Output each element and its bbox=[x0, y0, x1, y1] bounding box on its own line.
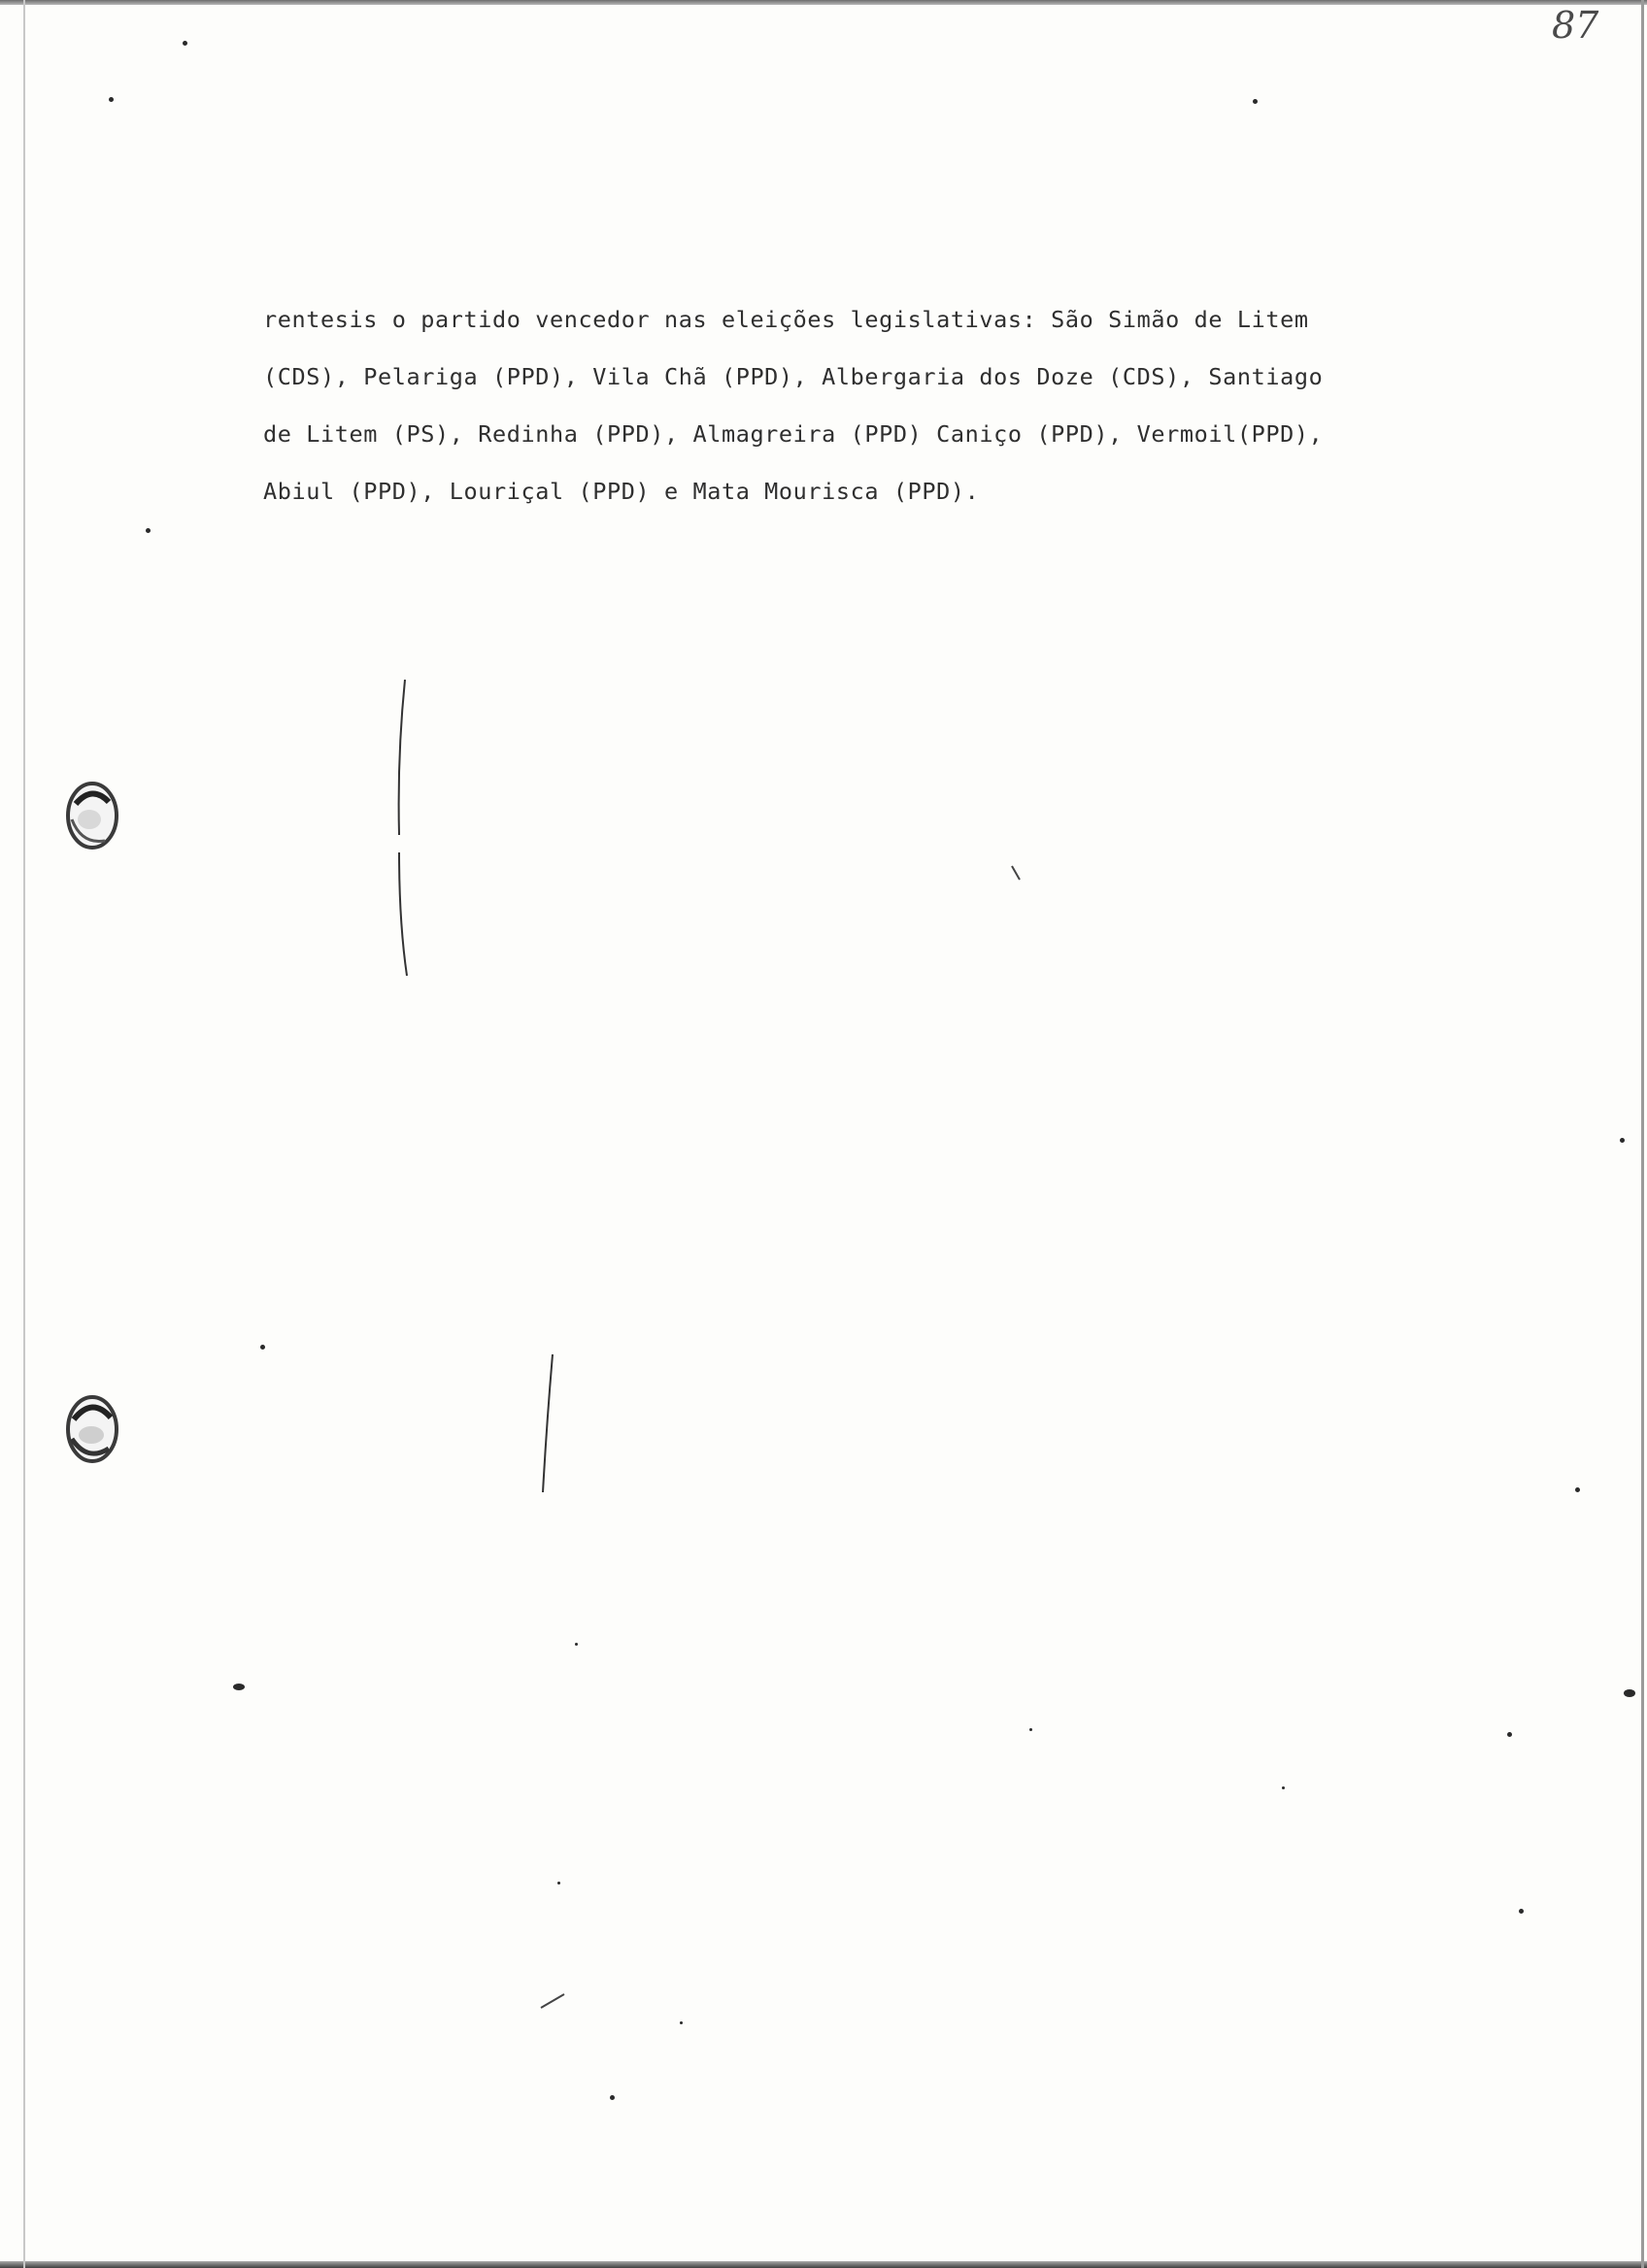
paragraph-line-2: (CDS), Pelariga (PPD), Vila Chã (PPD), Albergaria dos Doze (CDS), Santiago bbox=[263, 363, 1324, 390]
punch-hole-lower bbox=[62, 1390, 122, 1468]
stray-tick-mark bbox=[1010, 864, 1024, 884]
paragraph bbox=[263, 291, 1613, 520]
speck bbox=[557, 1882, 560, 1884]
paragraph-line-3: de Litem (PS), Redinha (PPD), Almagreira (PPD) Caniço (PPD), Vermoil(PPD), bbox=[263, 420, 1324, 448]
paragraph-line-4: Abiul (PPD), Louriçal (PPD) e Mata Mourisca (PPD). bbox=[263, 478, 980, 505]
scan-border-bottom bbox=[0, 2261, 1647, 2268]
speck bbox=[610, 2095, 615, 2100]
speck bbox=[1253, 99, 1258, 104]
speck bbox=[575, 1643, 578, 1646]
speck bbox=[260, 1345, 265, 1350]
speck bbox=[1575, 1487, 1580, 1492]
speck bbox=[1507, 1732, 1512, 1737]
stray-line-mark-upper bbox=[393, 680, 413, 981]
speck bbox=[109, 97, 114, 102]
speck bbox=[1624, 1689, 1635, 1697]
page-number: 87 bbox=[1552, 4, 1599, 47]
stray-line-mark-lower bbox=[539, 1354, 558, 1495]
speck bbox=[183, 41, 187, 46]
scan-border-left bbox=[23, 0, 25, 2268]
scan-border-right bbox=[1641, 0, 1644, 2268]
speck bbox=[1282, 1786, 1285, 1789]
speck bbox=[680, 2021, 683, 2024]
speck bbox=[1620, 1138, 1625, 1143]
punch-hole-upper bbox=[62, 777, 122, 854]
speck bbox=[146, 528, 151, 533]
speck bbox=[1029, 1728, 1032, 1731]
paragraph-line-1: rentesis o partido vencedor nas eleições legislativas: São Simão de Litem bbox=[263, 306, 1309, 333]
speck bbox=[1519, 1909, 1524, 1914]
stray-dash-mark bbox=[539, 1990, 568, 2010]
scan-border-top bbox=[0, 0, 1647, 5]
speck bbox=[233, 1684, 245, 1690]
